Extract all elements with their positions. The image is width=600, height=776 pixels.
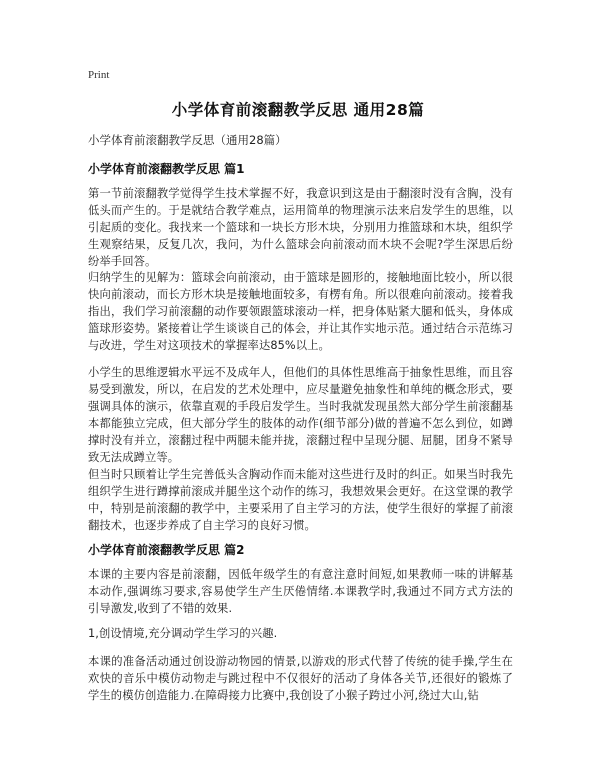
page-title: 小学体育前滚翻教学反思 通用28篇 [171,101,425,119]
document-subtitle: 小学体育前滚翻教学反思（通用28篇） [88,133,287,147]
section-2-paragraph-2: 1,创设情境,充分调动学生学习的兴趣. [88,627,278,640]
section-heading-1: 小学体育前滚翻教学反思 篇1 [88,162,245,176]
section-heading-2: 小学体育前滚翻教学反思 篇2 [88,543,245,557]
section-1-paragraph-1: 第一节前滚翻教学觉得学生技术掌握不好，我意识到这是由于翻滚时没有含胸，没有低头而产生的。于是就结合教学难点，运用简单的物理演示法来启发学生的思维，以引起质的变化。我找来一个篮球和一块长方形木块，分别用力推篮球和木块，组织学生观察结果，反复几次，我问，为什么篮球会向前滚动而木块不会呢?学生深思后纷纷举手回答。 [88,187,513,268]
section-1-paragraph-2: 归纳学生的见解为：篮球会向前滚动，由于篮球是圆形的，接触地面比较小，所以很快向前滚动，而长方形木块是接触地面较多，有楞有角。所以很难向前滚动。接着我指出，我们学习前滚翻的动作要领跟篮球滚动一样，把身体贴紧大腿和低头，身体成篮球形姿势。紧接着让学生谈谈自己的体会，并让其作实地示范。通过结合示范练习与改进，学生对这项技术的掌握率达85%以上。 [88,271,513,352]
section-2-paragraph-3: 本课的准备活动通过创设游动物园的情景,以游戏的形式代替了传统的徒手操,学生在欢快的音乐中模仿动物走与跳过程中不仅很好的活动了身体各关节,还很好的锻炼了学生的模仿创造能力.在障碍接力比赛中,我创设了小猴子跨过小河,绕过大山,钻 [88,655,513,702]
section-1-paragraph-3: 小学生的思维逻辑水平远不及成年人，但他们的具体性思维高于抽象性思维，而且容易受到激发，所以，在启发的艺术处理中，应尽量避免抽象性和单纯的概念形式，要强调具体的演示，依靠直观的手段启发学生。当时我就发现虽然大部分学生前滚翻基本都能独立完成，但大部分学生的肢体的动作(细节部分)做的普遍不怎么到位，如蹲撑时没有并立，滚翻过程中两腿未能并拢，滚翻过程中呈现分腿、屈腿，团身不紧导致无法成蹲立等。 [88,366,513,464]
section-1-paragraph-4: 但当时只顾着让学生完善低头含胸动作而未能对这些进行及时的纠正。如果当时我先组织学生进行蹲撑前滚成并腿坐这个动作的练习，我想效果会更好。在这堂课的教学中，特别是前滚翻的教学中，主要采用了自主学习的方法，使学生很好的掌握了前滚翻技术，也逐步养成了自主学习的良好习惯。 [88,468,513,532]
section-2-paragraph-1: 本课的主要内容是前滚翻，因低年级学生的有意注意时间短,如果教师一味的讲解基本动作,强调练习要求,容易使学生产生厌倦情绪.本课教学时,我通过不同方式方法的引导激发,收到了不错的效果. [88,568,513,615]
print-label[interactable]: Print [88,69,110,81]
